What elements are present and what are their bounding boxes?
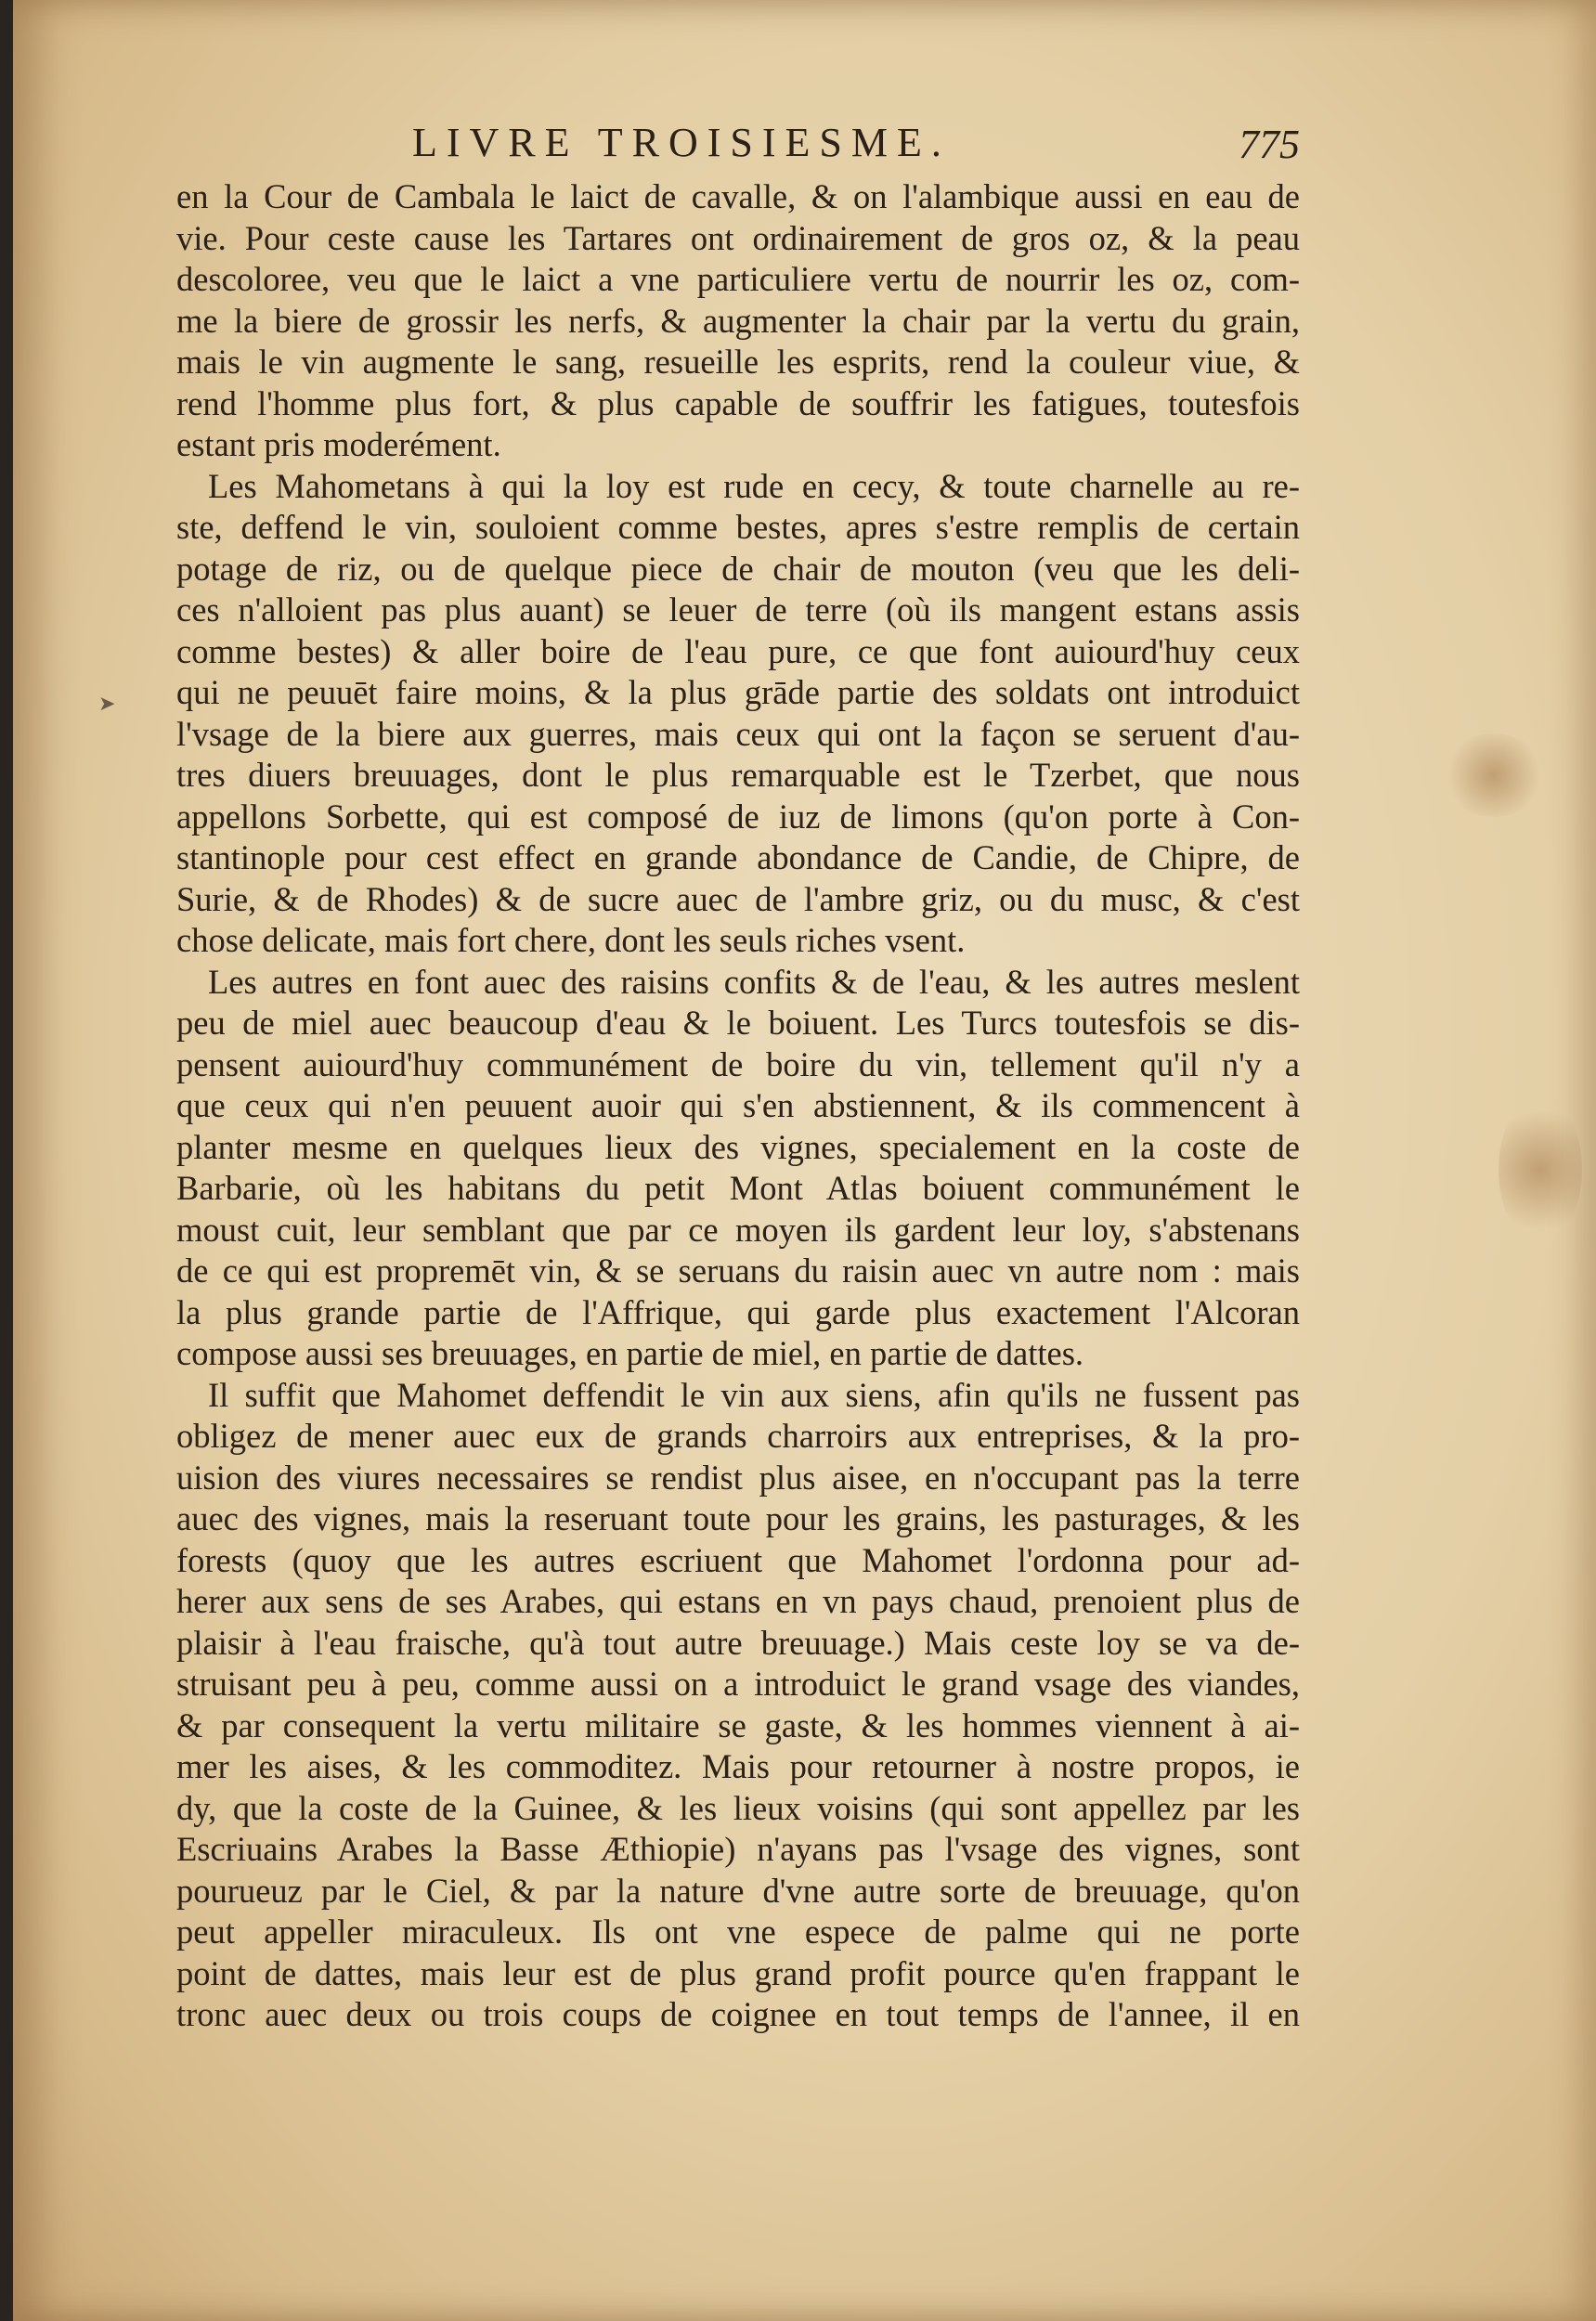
text-line: descoloree, veu que le laict a vne particuliere vertu de nourrir les oz, com- — [176, 260, 1300, 298]
text-line: compose aussi ses breuuages, en partie de miel, en partie de dattes. — [176, 1334, 1084, 1372]
text-line: herer aux sens de ses Arabes, qui estans en vn pays chaud, prenoient plus de — [176, 1582, 1300, 1620]
text-line: l'vsage de la biere aux guerres, mais ceux qui ont la façon se seruent d'au- — [176, 714, 1300, 753]
text-line: potage de riz, ou de quelque piece de chair de mouton (veu que les deli- — [176, 549, 1300, 588]
text-line: vie. Pour ceste cause les Tartares ont ordinairement de gros oz, & la peau — [176, 218, 1300, 257]
text-line: appellons Sorbette, qui est composé de iuz de limons (qu'on porte à Con- — [176, 797, 1300, 836]
text-line: forests (quoy que les autres escriuent que Mahomet l'ordonna pour ad- — [176, 1540, 1300, 1579]
text-line: rend l'homme plus fort, & plus capable de souffrir les fatigues, toutesfois — [176, 383, 1300, 422]
text-line: que ceux qui n'en peuuent auoir qui s'en abstiennent, & ils commencent à — [176, 1086, 1300, 1124]
text-line: planter mesme en quelques lieux des vignes, specialement en la coste de — [176, 1127, 1300, 1166]
text-line: Surie, & de Rhodes) & de sucre auec de l'ambre griz, ou du musc, & c'est — [176, 879, 1300, 918]
text-line: ces n'alloient pas plus auant) se leuer de terre (où ils mangent estans assis — [176, 590, 1300, 629]
text-line: la plus grande partie de l'Affrique, qui garde plus exactement l'Alcoran — [176, 1292, 1300, 1331]
text-line: uision des viures necessaires se rendist plus aisee, en n'occupant pas la terre — [176, 1458, 1300, 1497]
text-line: Barbarie, où les habitans du petit Mont Atlas boiuent communément le — [176, 1169, 1300, 1207]
text-line: comme bestes) & aller boire de l'eau pure, ce que font auiourd'huy ceux — [176, 631, 1300, 670]
body-text — [176, 176, 1300, 2036]
text-line: chose delicate, mais fort chere, dont les seuls riches vsent. — [176, 921, 966, 959]
margin-pointer-icon: ➤ — [98, 693, 116, 716]
running-head: LIVRE TROISIESME. — [412, 120, 951, 165]
paper-stain — [1499, 1096, 1582, 1244]
text-line: plaisir à l'eau fraische, qu'à tout autre breuuage.) Mais ceste loy se va de- — [176, 1623, 1300, 1662]
text-line: moust cuit, leur semblant que par ce moyen ils gardent leur loy, s'abstenans — [176, 1210, 1300, 1249]
text-line: dy, que la coste de la Guinee, & les lieux voisins (qui sont appellez par les — [176, 1788, 1300, 1827]
text-line: struisant peu à peu, comme aussi on a introduict le grand vsage des viandes, — [176, 1665, 1300, 1703]
text-line: Les autres en font auec des raisins confits & de l'eau, & les autres meslent — [208, 962, 1300, 1001]
text-line: peu de miel auec beaucoup d'eau & le boiuent. Les Turcs toutesfois se dis- — [176, 1004, 1300, 1042]
text-line: mais le vin augmente le sang, resueille les esprits, rend la couleur viue, & — [176, 343, 1300, 381]
text-line: pourueuz par le Ciel, & par la nature d'vne autre sorte de breuuage, qu'on — [176, 1871, 1300, 1910]
text-line: point de dattes, mais leur est de plus grand profit pource qu'en frappant le — [176, 1953, 1300, 1992]
text-line: ste, deffend le vin, souloient comme bestes, apres s'estre remplis de certain — [176, 508, 1300, 546]
text-line: Il suffit que Mahomet deffendit le vin aux siens, afin qu'ils ne fussent pas — [208, 1375, 1300, 1414]
text-line: me la biere de grossir les nerfs, & augmenter la chair par la vertu du grain, — [176, 301, 1300, 340]
text-line: mer les aises, & les commoditez. Mais pour retourner à nostre propos, ie — [176, 1747, 1300, 1785]
text-line: Les Mahometans à qui la loy est rude en cecy, & toute charnelle au re- — [208, 466, 1300, 505]
paper-stain — [1443, 733, 1545, 817]
text-line: & par consequent la vertu militaire se gaste, & les hommes viennent à ai- — [176, 1705, 1300, 1744]
text-line: auec des vignes, mais la reseruant toute pour les grains, les pasturages, & les — [176, 1499, 1300, 1537]
text-line: de ce qui est propremēt vin, & se seruans du raisin auec vn autre nom : mais — [176, 1251, 1300, 1290]
text-line: obligez de mener auec eux de grands charroirs aux entreprises, & la pro- — [176, 1417, 1300, 1455]
text-line: en la Cour de Cambala le laict de cavalle, & on l'alambique aussi en eau de — [176, 177, 1300, 215]
book-page — [13, 0, 1596, 2321]
text-line: pensent auiourd'huy communément de boire du vin, tellement qu'il n'y a — [176, 1044, 1300, 1083]
text-line: stantinople pour cest effect en grande abondance de Candie, de Chipre, de — [176, 838, 1300, 876]
text-line: qui ne peuuēt faire moins, & la plus grāde partie des soldats ont introduict — [176, 673, 1300, 711]
page-number: 775 — [1239, 122, 1300, 167]
text-line: tres diuers breuuages, dont le plus remarquable est le Tzerbet, que nous — [176, 756, 1300, 794]
text-line: estant pris moderément. — [176, 425, 501, 463]
text-line: peut appeller miraculeux. Ils ont vne espece de palme qui ne porte — [176, 1913, 1300, 1951]
text-line: Escriuains Arabes la Basse Æthiopie) n'ayans pas l'vsage des vignes, sont — [176, 1830, 1300, 1868]
text-line: tronc auec deux ou trois coups de coignee en tout temps de l'annee, il en — [176, 1995, 1300, 2033]
